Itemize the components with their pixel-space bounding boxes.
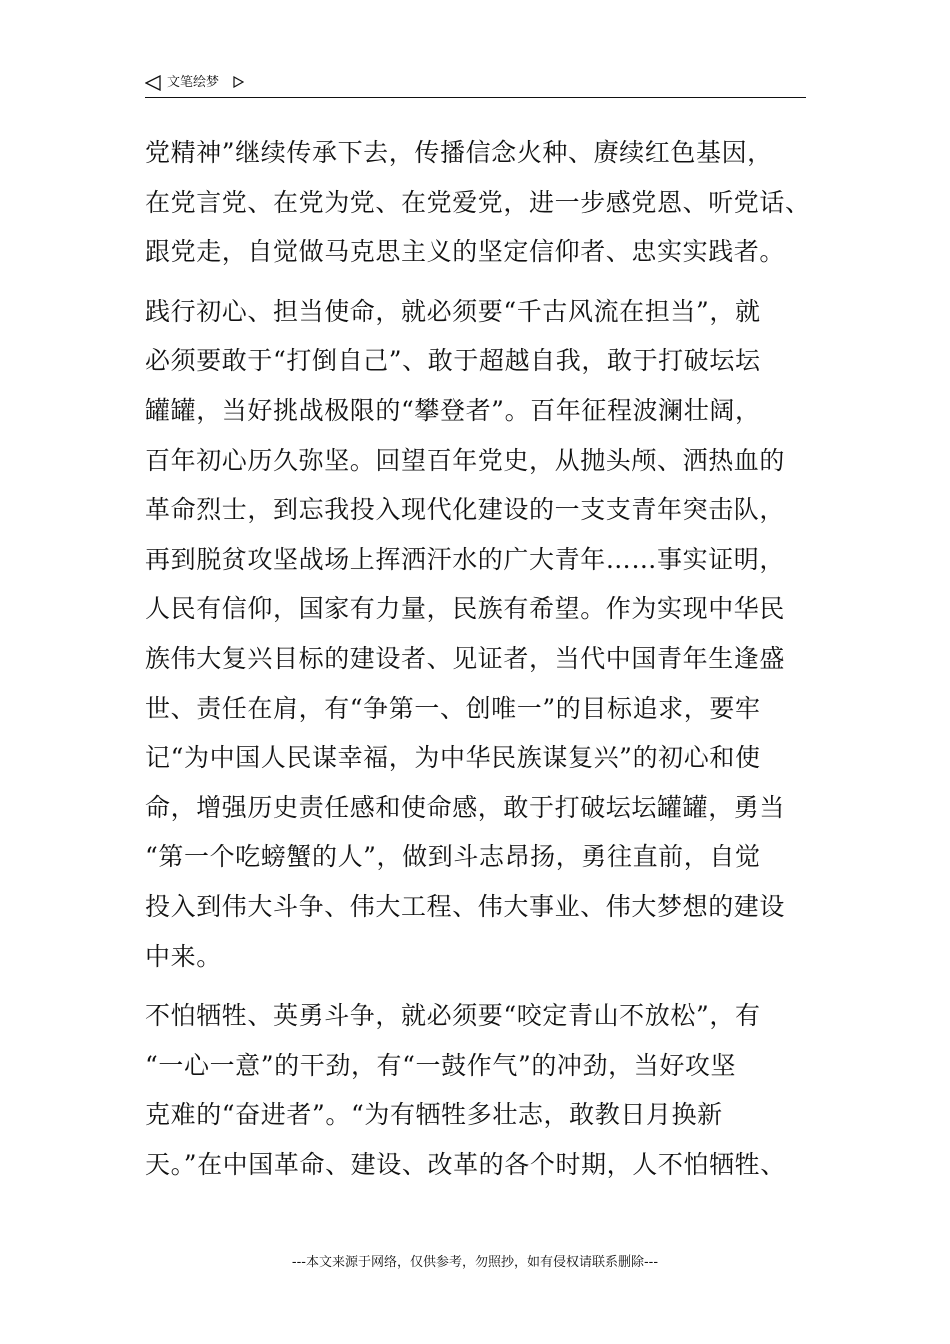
text-line: “一心一意”的干劲，有“一鼓作气”的冲劲，当好攻坚 — [145, 1050, 737, 1080]
header-brand: 文笔绘梦 — [167, 75, 220, 90]
text-line: 命，增强历史责任感和使命感，敢于打破坛坛罐罐，勇当 — [145, 792, 786, 822]
text-line: 人民有信仰，国家有力量，民族有希望。作为实现中华民 — [145, 594, 786, 624]
document-body — [145, 128, 811, 1189]
text-line: 革命烈士，到忘我投入现代化建设的一支支青年突击队， — [145, 495, 786, 525]
text-line: 党精神”继续传承下去，传播信念火种、赓续红色基因， — [145, 138, 773, 167]
paragraph-1 — [145, 128, 811, 277]
triangle-left-icon — [145, 75, 161, 91]
text-line: 世、责任在肩，有“争第一、创唯一”的目标追求，要牢 — [145, 693, 761, 723]
paragraph-2 — [145, 287, 806, 981]
text-line: “第一个吃螃蟹的人”，做到斗志昂扬，勇往直前，自觉 — [145, 842, 761, 872]
triangle-right-icon — [233, 76, 244, 88]
text-line: 不怕牺牲、英勇斗争，就必须要“咬定青山不放松”，有 — [145, 1001, 761, 1031]
text-line: 罐罐，当好挑战极限的“攀登者”。百年征程波澜壮阔， — [145, 395, 761, 425]
text-line: 投入到伟大斗争、伟大工程、伟大事业、伟大梦想的建设 — [145, 891, 786, 921]
text-line: 百年初心历久弥坚。回望百年党史，从抛头颅、洒热血的 — [145, 445, 786, 475]
text-line: 克难的“奋进者”。“为有牺牲多壮志，敢教日月换新 — [145, 1100, 723, 1130]
text-line: 践行初心、担当使命，就必须要“千古风流在担当”，就 — [145, 296, 761, 326]
page-header — [145, 73, 806, 98]
text-line: 记“为中国人民谋幸福，为中华民族谋复兴”的初心和使 — [145, 743, 761, 773]
text-line: 在党言党、在党为党、在党爱党，进一步感党恩、听党话、 — [145, 187, 811, 217]
text-line: 族伟大复兴目标的建设者、见证者，当代中国青年生逢盛 — [145, 643, 786, 673]
text-line: 再到脱贫攻坚战场上挥洒汗水的广大青年……事实证明， — [145, 544, 786, 574]
text-line: 必须要敢于“打倒自己”、敢于超越自我，敢于打破坛坛 — [145, 346, 761, 376]
footer-notice: ---本文来源于网络，仅供参考，勿照抄，如有侵权请联系删除--- — [291, 1255, 659, 1270]
text-line: 跟党走，自觉做马克思主义的坚定信仰者、忠实实践者。 — [145, 237, 786, 267]
text-line: 中来。 — [145, 941, 222, 971]
text-line: 天。”在中国革命、建设、改革的各个时期，人不怕牺牲、 — [145, 1149, 786, 1179]
paragraph-3 — [145, 991, 806, 1189]
